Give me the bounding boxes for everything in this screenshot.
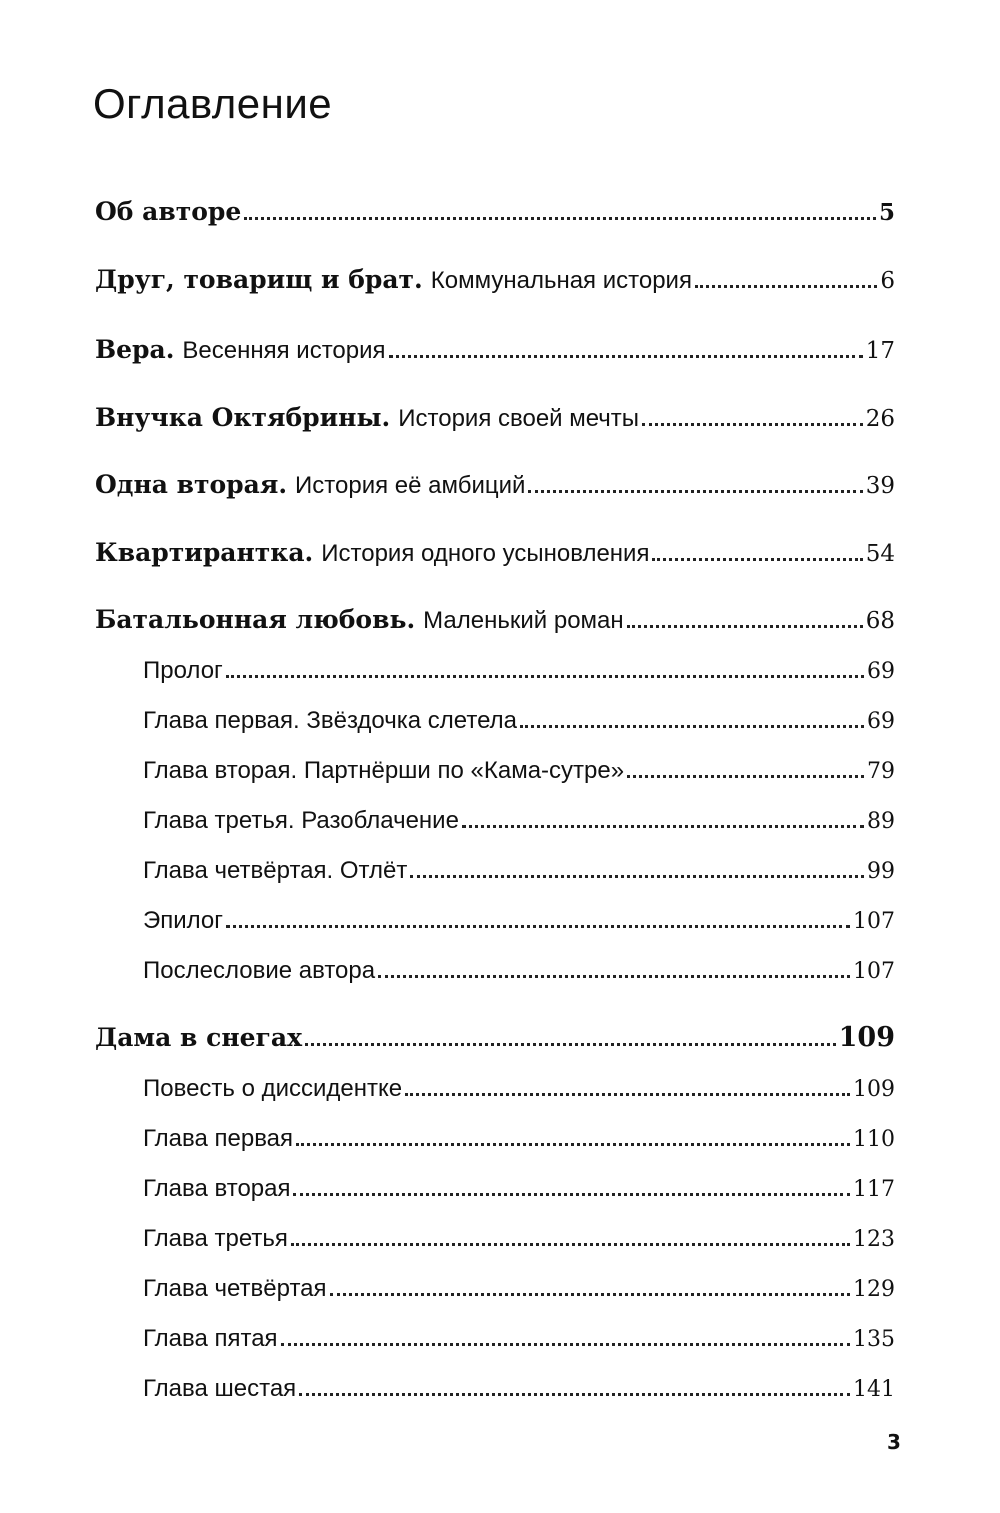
toc-subentry bbox=[143, 707, 895, 735]
toc-entry-title: Послесловие автора bbox=[143, 957, 376, 984]
toc-page-number: 109 bbox=[853, 1077, 895, 1102]
dot-leader bbox=[627, 774, 864, 778]
dot-leader bbox=[405, 1092, 850, 1096]
dot-leader bbox=[528, 489, 862, 493]
dot-leader bbox=[627, 624, 863, 628]
dot-leader bbox=[410, 874, 864, 878]
dot-leader bbox=[226, 674, 864, 678]
toc-entry-title: Об авторе bbox=[95, 197, 242, 226]
toc-page-number: 5 bbox=[878, 199, 895, 226]
toc-entry-subtitle: История своей мечты bbox=[398, 405, 640, 432]
toc-subentry bbox=[143, 1275, 895, 1303]
toc-entry-title: Батальонная любовь. bbox=[95, 605, 416, 634]
toc-subentry bbox=[143, 857, 895, 885]
toc-entry-title: Глава четвёртая. Отлёт bbox=[143, 857, 408, 884]
toc-entry-title: Внучка Октябрины. bbox=[95, 403, 391, 432]
dot-leader bbox=[226, 924, 850, 928]
toc-entry-title: Глава вторая. Партнёрши по «Кама-сутре» bbox=[143, 757, 625, 784]
toc-entry-title: Квартирантка. bbox=[95, 538, 314, 567]
toc-entry-title: Глава первая. Звёздочка слетела bbox=[143, 707, 517, 734]
page-title: Оглавление bbox=[93, 80, 333, 127]
toc-entry-title: Пролог bbox=[143, 657, 223, 684]
toc-entry-subtitle: История одного усыновления bbox=[321, 540, 650, 567]
dot-leader bbox=[244, 216, 876, 220]
toc-subentry bbox=[143, 957, 895, 985]
toc-page-number: 79 bbox=[867, 759, 895, 784]
toc-subentry bbox=[143, 1175, 895, 1203]
toc-subentry bbox=[143, 807, 895, 835]
toc-page-number: 89 bbox=[867, 809, 895, 834]
dot-leader bbox=[299, 1392, 850, 1396]
toc-entry-title: Глава вторая bbox=[143, 1175, 291, 1202]
dot-leader bbox=[293, 1192, 850, 1196]
toc-entry-title: Эпилог bbox=[143, 907, 224, 934]
toc-entry-batalonnaya bbox=[95, 605, 895, 635]
toc-subentry bbox=[143, 1225, 895, 1253]
dot-leader bbox=[305, 1042, 836, 1046]
toc-entry-title: Одна вторая. bbox=[95, 470, 288, 499]
toc-entry-title: Глава четвёртая bbox=[143, 1275, 327, 1302]
dot-leader bbox=[462, 824, 864, 828]
toc-page-number: 69 bbox=[867, 659, 895, 684]
toc-entry-odna-vtoraya bbox=[95, 470, 895, 500]
dot-leader bbox=[330, 1292, 850, 1296]
toc-page-number: 107 bbox=[853, 959, 895, 984]
dot-leader bbox=[652, 557, 862, 561]
toc-entry-drug bbox=[95, 265, 895, 295]
toc-page-number: 39 bbox=[865, 473, 895, 499]
toc-subentry bbox=[143, 657, 895, 685]
toc-page-number: 110 bbox=[853, 1127, 895, 1152]
toc-entry-subtitle: Маленький роман bbox=[423, 607, 624, 634]
toc-page-number: 68 bbox=[865, 608, 895, 634]
toc-page-number: 26 bbox=[865, 406, 895, 432]
toc-entry-vnuchka bbox=[95, 403, 895, 433]
toc-entry-subtitle: Коммунальная история bbox=[430, 267, 692, 294]
toc-entry-title: Друг, товарищ и брат. bbox=[95, 265, 423, 294]
toc-entry-about-author bbox=[95, 197, 895, 226]
dot-leader bbox=[642, 422, 863, 426]
toc-entry-title: Глава третья bbox=[143, 1225, 288, 1252]
toc-entry-dama-v-snegah bbox=[95, 1022, 895, 1053]
toc-subentry bbox=[143, 1375, 895, 1403]
toc-entry-title: Повесть о диссидентке bbox=[143, 1075, 403, 1102]
toc-entry-subtitle: Весенняя история bbox=[182, 337, 386, 364]
toc-subentry bbox=[143, 1125, 895, 1153]
toc-entry-title: Глава первая bbox=[143, 1125, 294, 1152]
toc-entry-title: Дама в снегах bbox=[95, 1023, 302, 1052]
dot-leader bbox=[389, 354, 863, 358]
toc-page-number: 6 bbox=[880, 268, 895, 294]
toc-subentry bbox=[143, 907, 895, 935]
toc-entry-title: Глава шестая bbox=[143, 1375, 297, 1402]
dot-leader bbox=[291, 1242, 850, 1246]
page-number: 3 bbox=[887, 1430, 901, 1454]
toc-page-number: 107 bbox=[853, 909, 895, 934]
toc-page-number: 99 bbox=[867, 859, 895, 884]
toc-page-number: 109 bbox=[838, 1022, 895, 1053]
toc-entry-title: Вера. bbox=[95, 335, 175, 364]
toc-page-number: 69 bbox=[867, 709, 895, 734]
toc-entry-subtitle: История её амбиций bbox=[295, 472, 526, 499]
dot-leader bbox=[520, 724, 864, 728]
dot-leader bbox=[296, 1142, 850, 1146]
toc-page-number: 54 bbox=[865, 541, 895, 567]
toc-subentry bbox=[143, 1325, 895, 1353]
toc-entry-title: Глава пятая bbox=[143, 1325, 278, 1352]
dot-leader bbox=[378, 974, 850, 978]
toc-page-number: 135 bbox=[853, 1327, 895, 1352]
toc-page-number: 141 bbox=[853, 1377, 895, 1402]
toc-page-number: 123 bbox=[853, 1227, 895, 1252]
toc-page-number: 117 bbox=[853, 1177, 895, 1202]
dot-leader bbox=[695, 284, 877, 288]
dot-leader bbox=[281, 1342, 850, 1346]
toc-page-number: 17 bbox=[865, 338, 895, 364]
toc-subentry bbox=[143, 757, 895, 785]
toc-subentry bbox=[143, 1075, 895, 1103]
toc-entry-title: Глава третья. Разоблачение bbox=[143, 807, 459, 834]
toc-page-number: 129 bbox=[853, 1277, 895, 1302]
toc-entry-kvartirantka bbox=[95, 538, 895, 568]
toc-entry-vera bbox=[95, 335, 895, 365]
